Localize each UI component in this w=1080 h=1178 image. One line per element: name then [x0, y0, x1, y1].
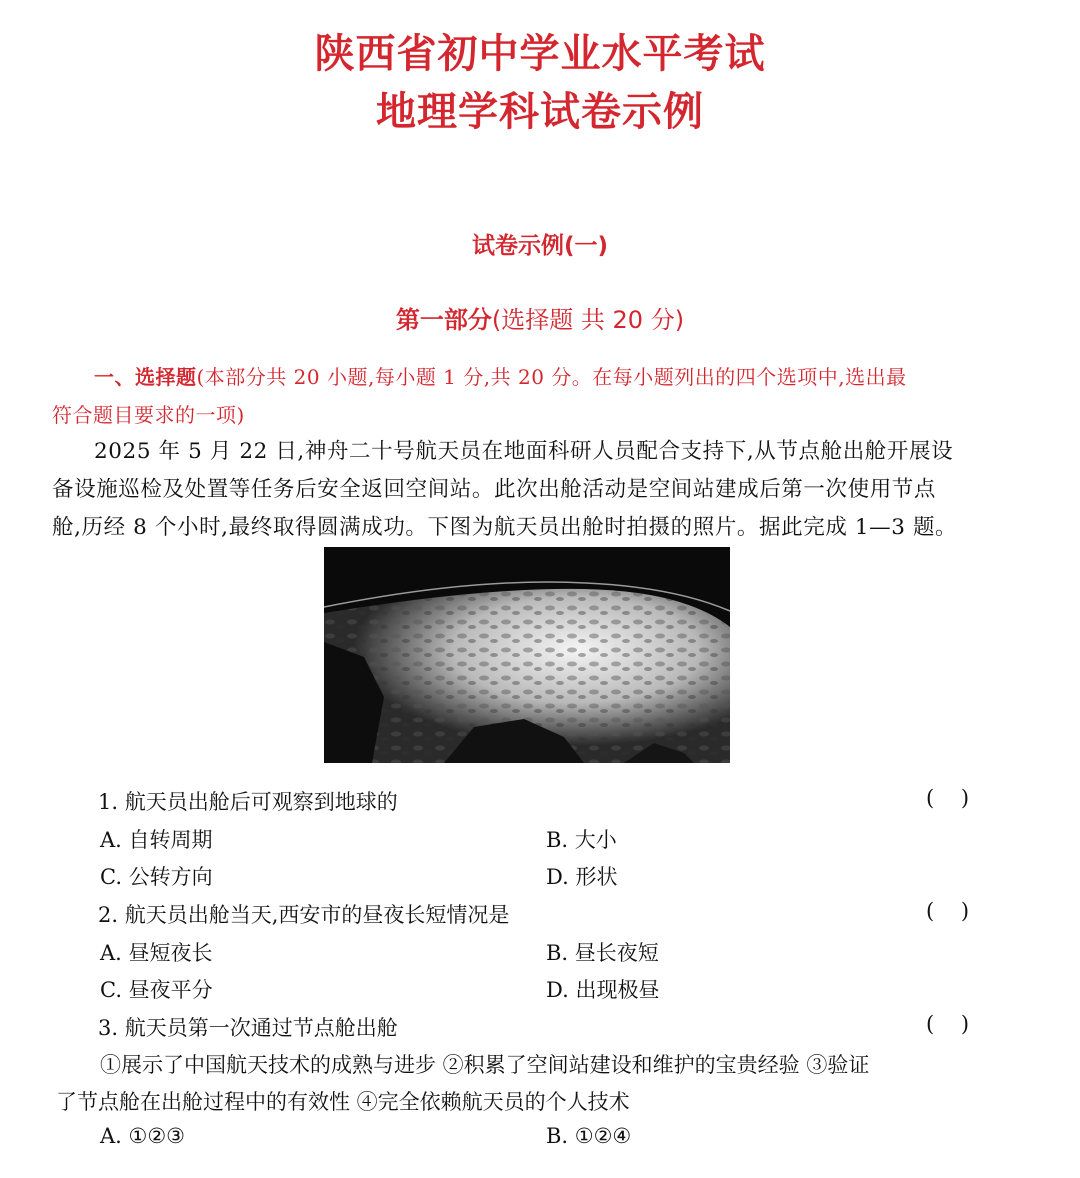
part-label: 第一部分	[395, 306, 492, 334]
q1-option-d[interactable]: D. 形状	[546, 865, 618, 889]
q2-option-a[interactable]: A. 昼短夜长	[100, 941, 213, 965]
q2-option-d[interactable]: D. 出现极昼	[546, 978, 660, 1002]
q3-option-a[interactable]: A. ①②③	[100, 1124, 185, 1148]
q3-statements-line1: ①展示了中国航天技术的成熟与进步 ②积累了空间站建设和维护的宝贵经验 ③验证	[100, 1053, 870, 1077]
passage-line1: 2025 年 5 月 22 日,神舟二十号航天员在地面科研人员配合支持下,从节点舱出舱开展设	[94, 439, 954, 464]
part-heading	[0, 300, 1080, 335]
q1-option-a[interactable]: A. 自转周期	[100, 828, 213, 852]
document-title-line2: 地理学科试卷示例	[376, 89, 704, 135]
instructions-line1	[94, 361, 907, 390]
passage-line2: 备设施巡检及处置等任务后安全返回空间站。此次出舱活动是空间站建成后第一次使用节点	[52, 477, 937, 502]
document-title: 陕西省初中学业水平考试	[314, 31, 766, 77]
part-note: (选择题 共 20 分)	[491, 306, 685, 334]
q2-option-b[interactable]: B. 昼长夜短	[546, 941, 659, 965]
section-label: 一、选择题	[94, 365, 197, 389]
q1-option-c[interactable]: C. 公转方向	[100, 865, 213, 889]
q3-option-b[interactable]: B. ①②④	[546, 1124, 632, 1148]
question-3-stem: 3. 航天员第一次通过节点舱出舱	[98, 1016, 398, 1040]
q1-option-b[interactable]: B. 大小	[546, 828, 617, 852]
spacewalk-photo	[324, 547, 730, 763]
q3-statements-line2: 了节点舱在出舱过程中的有效性 ④完全依赖航天员的个人技术	[56, 1090, 630, 1114]
instructions-text: (本部分共 20 小题,每小题 1 分,共 20 分。在每小题列出的四个选项中,选出最	[196, 365, 907, 389]
instructions-line2: 符合题目要求的一项)	[52, 403, 245, 427]
passage-line3: 舱,历经 8 个小时,最终取得圆满成功。下图为航天员出舱时拍摄的照片。据此完成 1—3 题。	[52, 515, 958, 540]
question-1-stem: 1. 航天员出舱后可观察到地球的	[98, 790, 398, 814]
answer-bracket-1[interactable]: ( )	[926, 786, 970, 810]
q2-option-c[interactable]: C. 昼夜平分	[100, 978, 213, 1002]
question-2-stem: 2. 航天员出舱当天,西安市的昼夜长短情况是	[98, 903, 510, 927]
answer-bracket-3[interactable]: ( )	[926, 1012, 970, 1036]
paper-subtitle: 试卷示例(一)	[471, 233, 609, 259]
answer-bracket-2[interactable]: ( )	[926, 899, 970, 923]
